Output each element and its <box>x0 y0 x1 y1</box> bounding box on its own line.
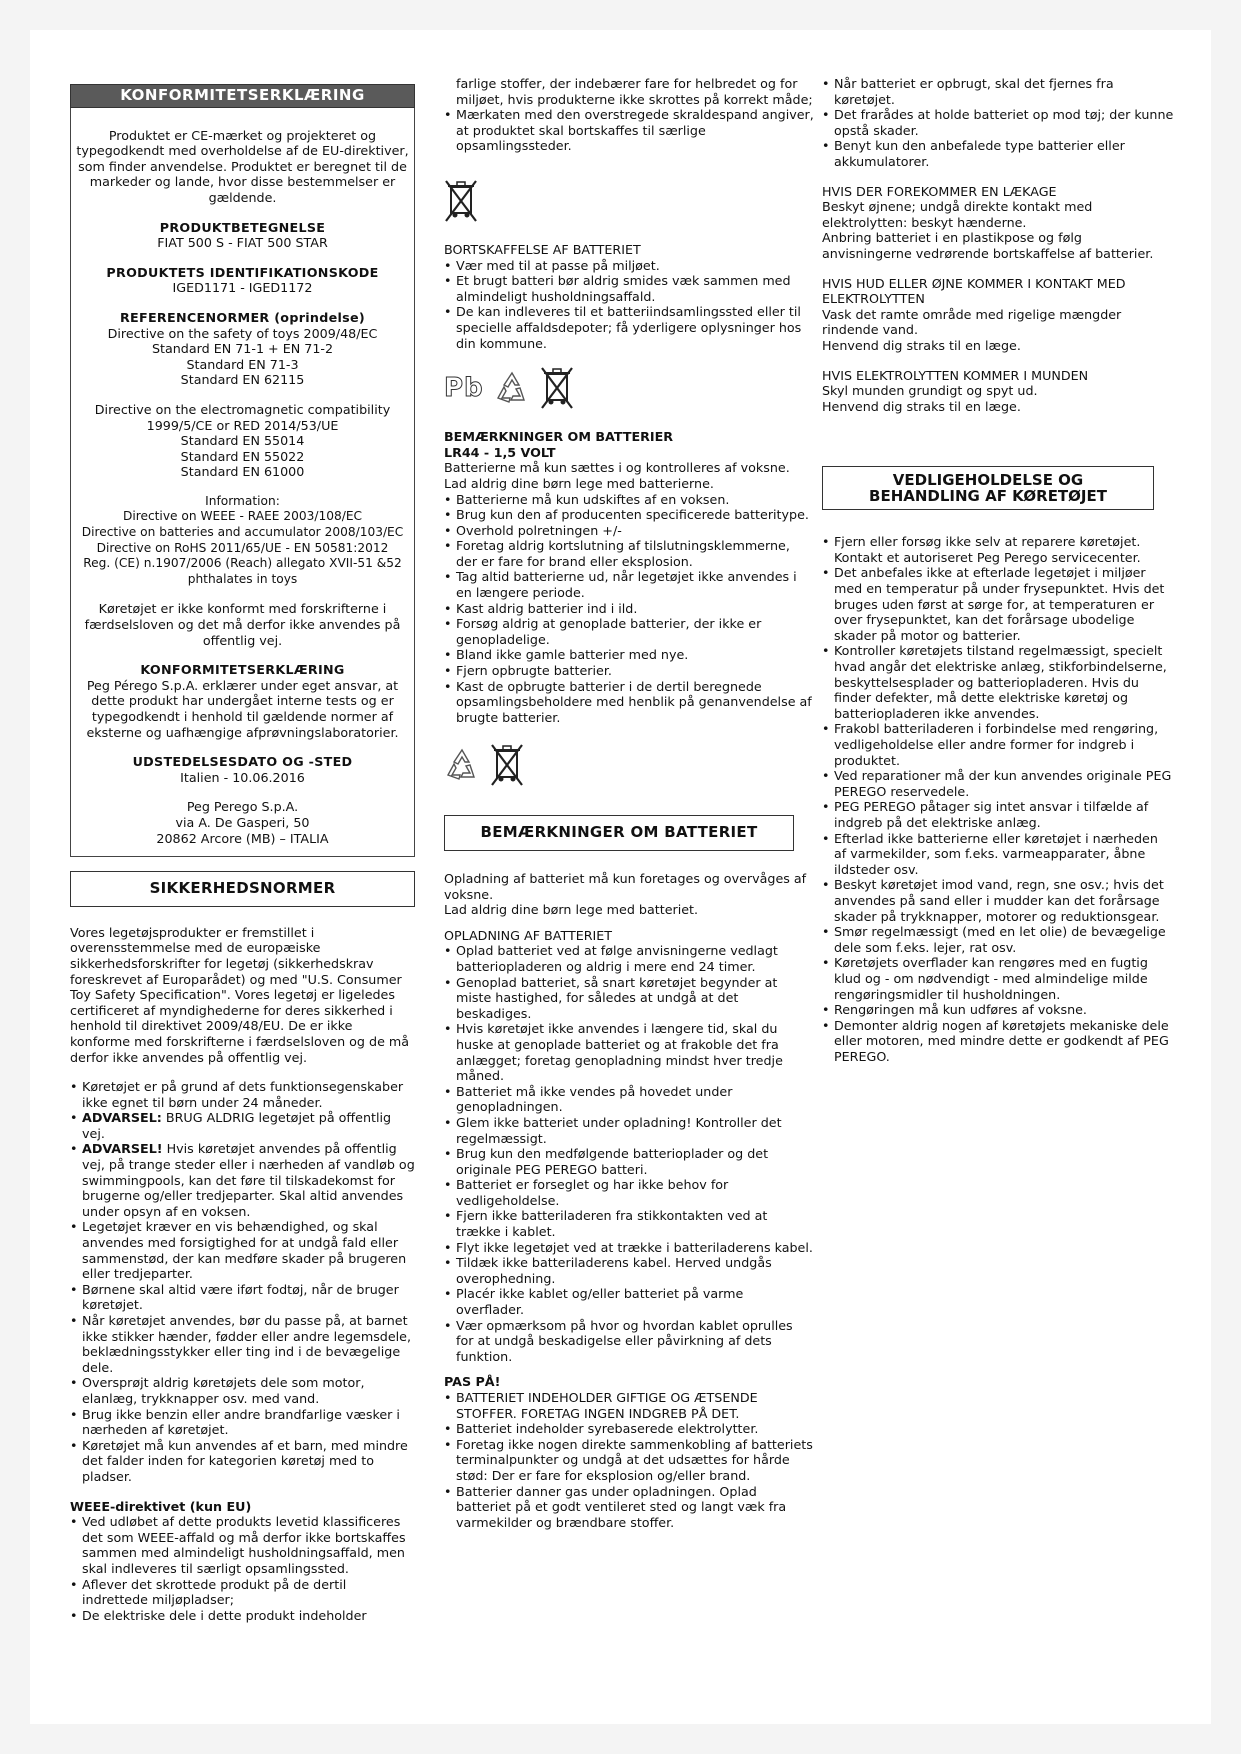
list-item: • Oversprøjt aldrig køretøjets dele som motor, elanlæg, trykknapper osv. med vand. <box>70 1375 415 1406</box>
list-item: • Ved udløbet af dette produkts levetid klassificeres det som WEEE-affald og må derfor ikke bortskaffes sammen med almindeligt husholdningsaffald, men skal indleveres til særligt opsamlingssted. <box>70 1514 415 1576</box>
charging-list <box>444 943 814 1364</box>
info-line: Directive on WEEE - RAEE 2003/108/EC <box>122 509 363 524</box>
id-code-value: IGED1171 - IGED1172 <box>172 280 313 296</box>
list-item: • Frakobl batteriladeren i forbindelse med rengøring, vedligeholdelse eller andre former for indgreb i produktet. <box>822 721 1174 768</box>
list-item: • Når batteriet er opbrugt, skal det fjernes fra køretøjet. <box>822 76 1174 107</box>
caution-title: PAS PÅ! <box>444 1374 501 1390</box>
info-line: Reg. (CE) n.1907/2006 (Reach) allegato XVII-51 &52 <box>83 556 402 571</box>
list-item: • Batteriet er forseglet og har ikke behov for vedligeholdelse. <box>444 1177 814 1208</box>
list-item: • ADVARSEL! Hvis køretøjet anvendes på offentlig vej, på trange steder eller i nærheden af vandløb og swimmingpools, kan det føre til tilskadekomst for brugerne og/eller tredjeparter. Skal altid anvendes under opsyn af en voksen. <box>70 1141 415 1219</box>
info-line: Information: <box>205 493 280 508</box>
list-item: • Smør regelmæssigt (med en let olie) de bevægelige dele som f.eks. lejer, rat osv. <box>822 924 1174 955</box>
battery-type-title: LR44 - 1,5 VOLT <box>444 444 556 460</box>
safety-intro: Vores legetøjsprodukter er fremstillet i overensstemmelse med de europæiske sikkerhedsforskrifter for legetøj (sikkerhedskrav foreskrevet af Europarådet) og med "U.S. Consumer Toy Safety Specification". Vores legetøj er ligeledes certificeret af myndighederne for deres sikkerhed i henhold til direktivet 2009/48/EU. De er ikke konforme med forskrifterne i færdselsloven og de må derfor ikke anvendes på offentlig vej. <box>70 924 410 1065</box>
address-line: via A. De Gasperi, 50 <box>175 814 310 830</box>
mouth-contact-text: Skyl munden grundigt og spyt ud. <box>822 383 1038 399</box>
list-item: • Glem ikke batteriet under opladning! Kontroller det regelmæssigt. <box>444 1115 814 1146</box>
crossed-bin-icon <box>540 364 574 414</box>
pb-lead-icon: Pb <box>444 373 484 404</box>
conformity-header: KONFORMITETSERKLÆRING <box>70 84 415 108</box>
list-item: • Vær opmærksom på hvor og hvordan kablet oprulles for at undgå beskadigelse eller påvirkning af dets funktion. <box>444 1318 814 1365</box>
not-conform-text: Køretøjet er ikke konformt med forskrifterne i færdselsloven og det må derfor ikke anvendes på offentlig vej. <box>84 601 401 648</box>
product-title: PRODUKTBETEGNELSE <box>159 219 326 235</box>
list-item: • Tag altid batterierne ud, når legetøjet ikke anvendes i en længere periode. <box>444 569 814 600</box>
weee-icon-row <box>444 172 814 232</box>
list-item: • Aflever det skrottede produkt på de dertil indrettede miljøpladser; <box>70 1577 415 1608</box>
crossed-bin-icon <box>490 741 524 791</box>
skin-contact-title: HVIS HUD ELLER ØJNE KOMMER I KONTAKT MED ELEKTROLYTTEN <box>822 275 1126 307</box>
battery-notes-list <box>444 492 814 726</box>
skin-contact-text2: Henvend dig straks til en læge. <box>822 337 1021 353</box>
maintenance-list <box>822 534 1174 1064</box>
list-item: • PEG PEREGO påtager sig intet ansvar i tilfælde af indgreb på det elektriske anlæg. <box>822 799 1174 830</box>
list-item: • Når køretøjet anvendes, bør du passe på, at barnet ikke stikker hænder, fødder eller andre legemsdele, beklædningsstykker eller ting ind i de bevægelige dele. <box>70 1313 415 1375</box>
list-item: • Hvis køretøjet ikke anvendes i længere tid, skal du huske at genoplade batteriet og at frakoble det fra anlægget; foretag genopladning mindst hver tredje måned. <box>444 1021 814 1083</box>
list-item: • Overhold polretningen +/- <box>444 523 814 539</box>
list-item: • Brug kun den af producenten specificerede batteritype. <box>444 507 814 523</box>
list-item: • De elektriske dele i dette produkt indeholder <box>70 1608 415 1624</box>
list-item: • Fjern eller forsøg ikke selv at reparere køretøjet. Kontakt et autoriseret Peg Perego servicecenter. <box>822 534 1174 565</box>
list-item: • Kontroller køretøjets tilstand regelmæssigt, specielt hvad angår det elektriske anlæg, stikforbindelserne, beskyttelsesplader og batteriopladeren. Hvis du finder defekter, må dette elektriske køretøj og batteriopladeren ikke anvendes. <box>822 643 1174 721</box>
list-item: • Demonter aldrig nogen af køretøjets mekaniske dele eller motoren, med mindre dette er godkendt af PEG PEREGO. <box>822 1018 1174 1065</box>
battery-notes-intro: Batterierne må kun sættes i og kontrolleres af voksne. Lad aldrig dine børn lege med batterierne. <box>444 460 790 491</box>
mouth-contact-title: HVIS ELEKTROLYTTEN KOMMER I MUNDEN <box>822 367 1089 383</box>
ref-line: Standard EN 71-1 + EN 71-2 <box>151 341 334 357</box>
list-item: • Bland ikke gamle batterier med nye. <box>444 647 814 663</box>
conformity-intro: Produktet er CE-mærket og projekteret og typegodkendt med overholdelse af de EU-direktiver, som finder anvendelse. Produktet er beregnet til de markeder og lande, hvor disse bestemmelser er gældende. <box>76 127 409 205</box>
recycle-icon <box>494 370 530 408</box>
product-value: FIAT 500 S - FIAT 500 STAR <box>157 235 328 251</box>
list-item: • Flyt ikke legetøjet ved at trække i batteriladerens kabel. <box>444 1240 814 1256</box>
list-item: • Det frarådes at holde batteriet op mod tøj; der kunne opstå skader. <box>822 107 1174 138</box>
recycle-icon <box>444 747 480 785</box>
address-line: 20862 Arcore (MB) – ITALIA <box>156 830 329 846</box>
issue-date-title: UDSTEDELSESDATO OG -STED <box>132 754 353 770</box>
weee-title: WEEE-direktivet (kun EU) <box>70 1498 252 1514</box>
list-item: • Batterier danner gas under opladningen. Oplad batteriet på et godt ventileret sted og langt væk fra varmekilder og brændbare stoffer. <box>444 1484 814 1531</box>
battery-notes-header: BEMÆRKNINGER OM BATTERIET <box>444 815 794 851</box>
emc-line: Standard EN 55014 <box>180 433 305 449</box>
list-item: • Tildæk ikke batteriladerens kabel. Herved undgås overophedning. <box>444 1255 814 1286</box>
crossed-bin-icon <box>444 177 478 227</box>
list-item: • Fjern ikke batteriladeren fra stikkontakten ved at trække i kablet. <box>444 1208 814 1239</box>
info-line: Directive on batteries and accumulator 2008/103/EC <box>81 525 404 540</box>
list-item: • Køretøjets overflader kan rengøres med en fugtig klud og - om nødvendigt - med almindelige milde rengøringsmidler til husholdningen. <box>822 955 1174 1002</box>
column-1 <box>70 84 415 1623</box>
mouth-contact-text2: Henvend dig straks til en læge. <box>822 398 1021 414</box>
safety-list <box>70 1079 415 1484</box>
list-item: • Legetøjet kræver en vis behændighed, og skal anvendes med forsigtighed for at undgå fald eller sammenstød, der kan medføre skader på brugeren eller tredjeparter. <box>70 1219 415 1281</box>
list-item: • Foretag ikke nogen direkte sammenkobling af batteriets terminalpunkter og undgå at det udsættes for hårde stød: Der er fare for eksplosion og/eller brand. <box>444 1437 814 1484</box>
recycle-icon-row <box>444 735 814 795</box>
weee-continued-list <box>444 107 814 154</box>
list-item: • Brug ikke benzin eller andre brandfarlige væsker i nærheden af køretøjet. <box>70 1407 415 1438</box>
list-item: • Batteriet indeholder syrebaserede elektrolytter. <box>444 1421 814 1437</box>
conformity2-text: Peg Pérego S.p.A. erklærer under eget ansvar, at dette produkt har undergået interne tests og er typegodkendt i henhold til gældende normer af eksterne og uafhængige afprøvningslaboratorier. <box>86 677 399 740</box>
column-2 <box>444 76 814 1530</box>
skin-contact-text: Vask det ramte område med rigelige mængder rindende vand. <box>822 306 1122 338</box>
leak-title: HVIS DER FOREKOMMER EN LÆKAGE <box>822 183 1057 199</box>
battery-notes-title: BEMÆRKNINGER OM BATTERIER <box>444 429 674 445</box>
battery-disposal-title: BORTSKAFFELSE AF BATTERIET <box>444 241 641 257</box>
info-line: Directive on RoHS 2011/65/UE - EN 50581:2012 <box>96 540 389 555</box>
emc-line: 1999/5/CE or RED 2014/53/UE <box>146 417 339 433</box>
issue-date-value: Italien - 10.06.2016 <box>180 769 305 785</box>
conformity2-title: KONFORMITETSERKLÆRING <box>140 662 345 678</box>
list-item: • Mærkaten med den overstregede skraldespand angiver, at produktet skal bortskaffes til særlige opsamlingssteder. <box>444 107 814 154</box>
address-line: Peg Perego S.p.A. <box>186 799 299 815</box>
list-item: • Efterlad ikke batterierne eller køretøjet i nærheden af varmekilder, som f.eks. varmeapparater, åbne ildsteder osv. <box>822 831 1174 878</box>
list-item: • Vær med til at passe på miljøet. <box>444 258 814 274</box>
ref-line: Directive on the safety of toys 2009/48/EC <box>107 325 378 341</box>
list-item: • Batteriet må ikke vendes på hovedet under genopladningen. <box>444 1084 814 1115</box>
list-item: • Foretag aldrig kortslutning af tilslutningsklemmerne, der er fare for brand eller eksplosion. <box>444 538 814 569</box>
list-item: • Et brugt batteri bør aldrig smides væk sammen med almindeligt husholdningsaffald. <box>444 273 814 304</box>
charging-title: OPLADNING AF BATTERIET <box>444 927 613 943</box>
leak-text2: Anbring batteriet i en plastikpose og følg anvisningerne vedrørende bortskaffelse af batterier. <box>822 230 1154 261</box>
conformity-box <box>70 108 415 858</box>
maintenance-header: VEDLIGEHOLDELSE OG BEHANDLING AF KØRETØJET <box>822 466 1154 510</box>
ref-line: Standard EN 62115 <box>180 372 305 388</box>
list-item: • Køretøjet er på grund af dets funktionsegenskaber ikke egnet til børn under 24 måneder. <box>70 1079 415 1110</box>
safety-header: SIKKERHEDSNORMER <box>70 871 415 907</box>
battery-icon-row <box>444 359 814 419</box>
ref-line: Standard EN 71-3 <box>186 356 299 372</box>
list-item: • Batterierne må kun udskiftes af en voksen. <box>444 492 814 508</box>
info-line: phthalates in toys <box>187 571 298 586</box>
list-item: • ADVARSEL: BRUG ALDRIG legetøjet på offentlig vej. <box>70 1110 415 1141</box>
list-item: • Ved reparationer må der kun anvendes originale PEG PEREGO reservedele. <box>822 768 1174 799</box>
list-item: • Køretøjet må kun anvendes af et barn, med mindre det falder inden for kategorien køretøj med to pladser. <box>70 1438 415 1485</box>
battery-charge-intro: Opladning af batteriet må kun foretages og overvåges af voksne. <box>444 871 807 902</box>
ref-norms-title: REFERENCENORMER (oprindelse) <box>119 309 366 325</box>
battery-disposal-list <box>444 258 814 352</box>
list-item: • Beskyt køretøjet imod vand, regn, sne osv.; hvis det anvendes på sand eller i mudder kan det forårsage skader på trykknapper, motorer og reduktionsgear. <box>822 877 1174 924</box>
weee-list <box>70 1514 415 1623</box>
list-item: • Oplad batteriet ved at følge anvisningerne vedlagt batteriopladeren og aldrig i mere end 24 timer. <box>444 943 814 974</box>
list-item: • Kast de opbrugte batterier i de dertil beregnede opsamlingsbeholdere med henblik på genanvendelse af brugte batterier. <box>444 679 814 726</box>
list-item: • Det anbefales ikke at efterlade legetøjet i miljøer med en temperatur på under frysepunktet. Hvis det bruges uden først at sørge for, at temperaturen er over frysepunktet, kan det forårsage ubodelige skader på motor og batterier. <box>822 565 1174 643</box>
list-item: • Rengøringen må kun udføres af voksne. <box>822 1002 1174 1018</box>
list-item: • Brug kun den medfølgende batterioplader og det originale PEG PEREGO batteri. <box>444 1146 814 1177</box>
leak-text: Beskyt øjnene; undgå direkte kontakt med elektrolytten: beskyt hænderne. <box>822 199 1093 230</box>
list-item: • Benyt kun den anbefalede type batterier eller akkumulatorer. <box>822 138 1174 169</box>
warning-label: ADVARSEL! <box>82 1141 163 1157</box>
battery-charge-intro2: Lad aldrig dine børn lege med batteriet. <box>444 902 699 918</box>
list-item: • Kast aldrig batterier ind i ild. <box>444 601 814 617</box>
warning-label: ADVARSEL: <box>82 1110 162 1126</box>
manual-page <box>30 30 1211 1724</box>
list-item: • Børnene skal altid være iført fodtøj, når de bruger køretøjet. <box>70 1282 415 1313</box>
list-item: • De kan indleveres til et batteriindsamlingssted eller til specielle affaldsdepoter; få yderligere oplysninger hos din kommune. <box>444 304 814 351</box>
id-code-title: PRODUKTETS IDENTIFIKATIONSKODE <box>106 264 379 280</box>
battery-handling-list <box>822 76 1174 170</box>
emc-line: Standard EN 55022 <box>180 448 305 464</box>
list-item: • Genoplad batteriet, så snart køretøjet begynder at miste hastighed, for således at undgå at det beskadiges. <box>444 975 814 1022</box>
list-item: • BATTERIET INDEHOLDER GIFTIGE OG ÆTSENDE STOFFER. FORETAG INGEN INDGREB PÅ DET. <box>444 1390 814 1421</box>
list-item: • Forsøg aldrig at genoplade batterier, der ikke er genopladelige. <box>444 616 814 647</box>
emc-line: Directive on the electromagnetic compatibility <box>94 401 391 417</box>
column-3 <box>822 76 1174 1064</box>
emc-line: Standard EN 61000 <box>180 464 305 480</box>
weee-continued: farlige stoffer, der indebærer fare for helbredet og for miljøet, hvis produkterne ikke skrottes på korrekt måde; <box>456 76 813 107</box>
list-item: • Fjern opbrugte batterier. <box>444 663 814 679</box>
caution-list <box>444 1390 814 1530</box>
list-item: • Placér ikke kablet og/eller batteriet på varme overflader. <box>444 1286 814 1317</box>
